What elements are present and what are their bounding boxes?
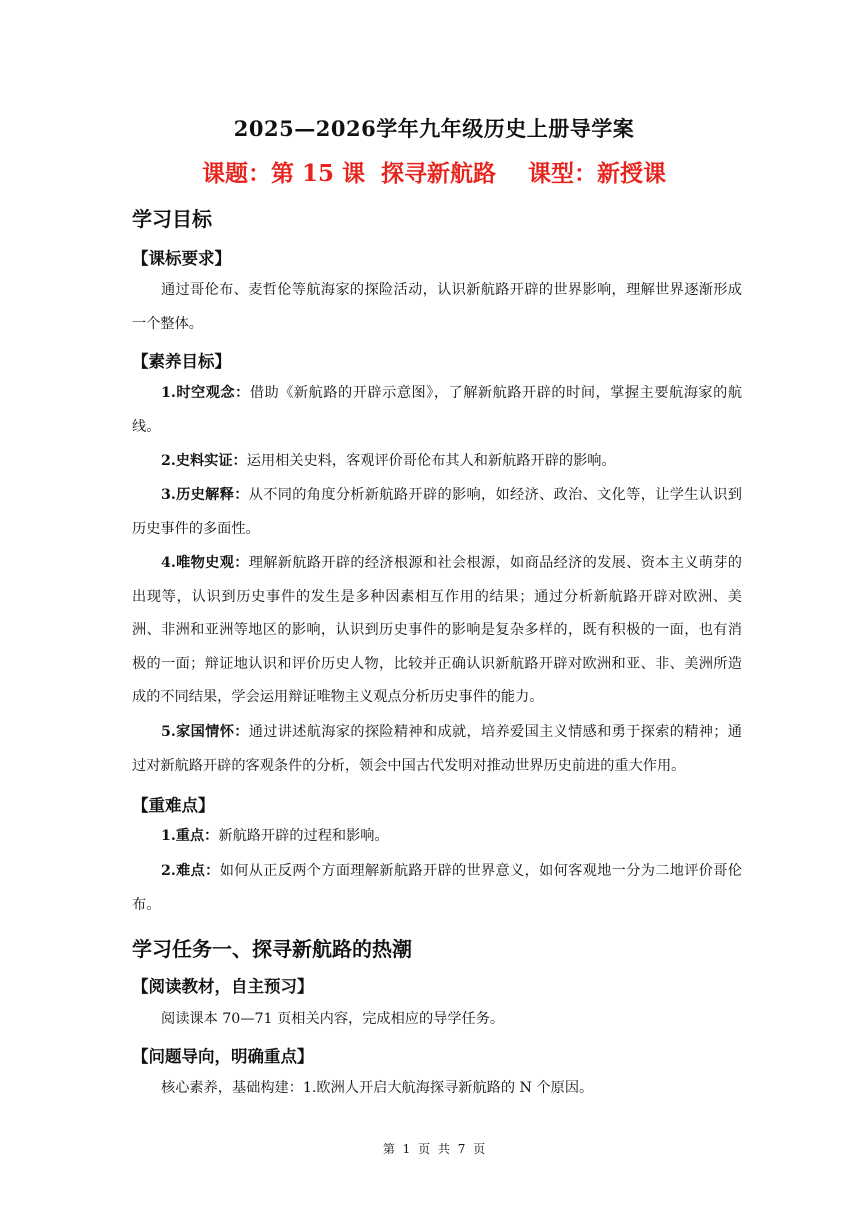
literacy-item-text: 运用相关史料，客观评价哥伦布其人和新航路开辟的影响。 [246, 453, 616, 469]
literacy-item-1 [132, 377, 742, 444]
literacy-item-text: 借助《新航路的开辟示意图》，了解新航路开辟的时间，掌握主要航海家的航线。 [132, 385, 743, 435]
reading-text: 阅读课本 70—71 页相关内容，完成相应的导学任务。 [161, 1011, 505, 1027]
literacy-item-lead: 4.唯物史观： [161, 555, 249, 571]
key-point-2 [132, 855, 742, 922]
literacy-label: 【素养目标】 [132, 352, 231, 371]
literacy-item-text: 通过讲述航海家的探险精神和成就，培养爱国主义情感和勇于探索的精神；通过对新航路开辟的客观条件的分析，领会中国古代发明对推动世界历史前进的重大作用。 [132, 724, 742, 774]
document-title: 2025—2026学年九年级历史上册导学案 [233, 116, 635, 141]
key-point-lead: 1.重点： [161, 828, 219, 844]
task1-heading: 学习任务一、探寻新航路的热潮 [132, 937, 412, 961]
key-point-text: 新航路开辟的过程和影响。 [218, 828, 389, 844]
literacy-item-4 [132, 547, 742, 715]
literacy-item-3 [132, 479, 742, 546]
literacy-item-text: 从不同的角度分析新航路开辟的影响，如经济、政治、文化等，让学生认识到历史事件的多面性。 [132, 487, 742, 537]
key-point-text: 如何从正反两个方面理解新航路开辟的世界意义，如何客观地一分为二地评价哥伦布。 [132, 863, 742, 913]
literacy-item-2 [132, 445, 742, 479]
page-number: 第 1 页 共 7 页 [382, 1142, 486, 1156]
key-point-lead: 2.难点： [161, 863, 220, 879]
questions-label: 【问题导向，明确重点】 [132, 1047, 314, 1066]
literacy-item-lead: 3.历史解释： [161, 487, 249, 503]
key-points-label: 【重难点】 [132, 796, 215, 815]
literacy-item-5 [132, 716, 742, 783]
objectives-heading: 学习目标 [132, 207, 212, 231]
standard-label: 【课标要求】 [132, 249, 231, 268]
lesson-subtitle: 课题：第 15 课 探寻新航路 课型：新授课 [201, 160, 667, 187]
reading-label: 【阅读教材，自主预习】 [132, 977, 314, 996]
key-point-1 [132, 820, 742, 854]
literacy-item-lead: 2.史料实证： [161, 453, 247, 469]
standard-text: 通过哥伦布、麦哲伦等航海家的探险活动，认识新航路开辟的世界影响，理解世界逐渐形成一个整体。 [132, 282, 742, 332]
questions-text: 核心素养，基础构建：1.欧洲人开启大航海探寻新航路的 N 个原因。 [161, 1080, 594, 1096]
literacy-item-text: 理解新航路开辟的经济根源和社会根源，如商品经济的发展、资本主义萌芽的出现等，认识到历史事件的发生是多种因素相互作用的结果；通过分析新航路开辟对欧洲、美洲、非洲和亚洲等地区的影响，认识到历史事件的影响是复杂多样的，既有积极的一面，也有消极的一面；辩证地认识和评价历史人物，比较并正确认识新航路开辟对欧洲和亚、非、美洲所造成的不同结果，学会运用辩证唯物主义观点分析历史事件的能力。 [132, 555, 742, 705]
literacy-item-lead: 1.时空观念： [161, 385, 250, 401]
literacy-item-lead: 5.家国情怀： [161, 724, 249, 740]
